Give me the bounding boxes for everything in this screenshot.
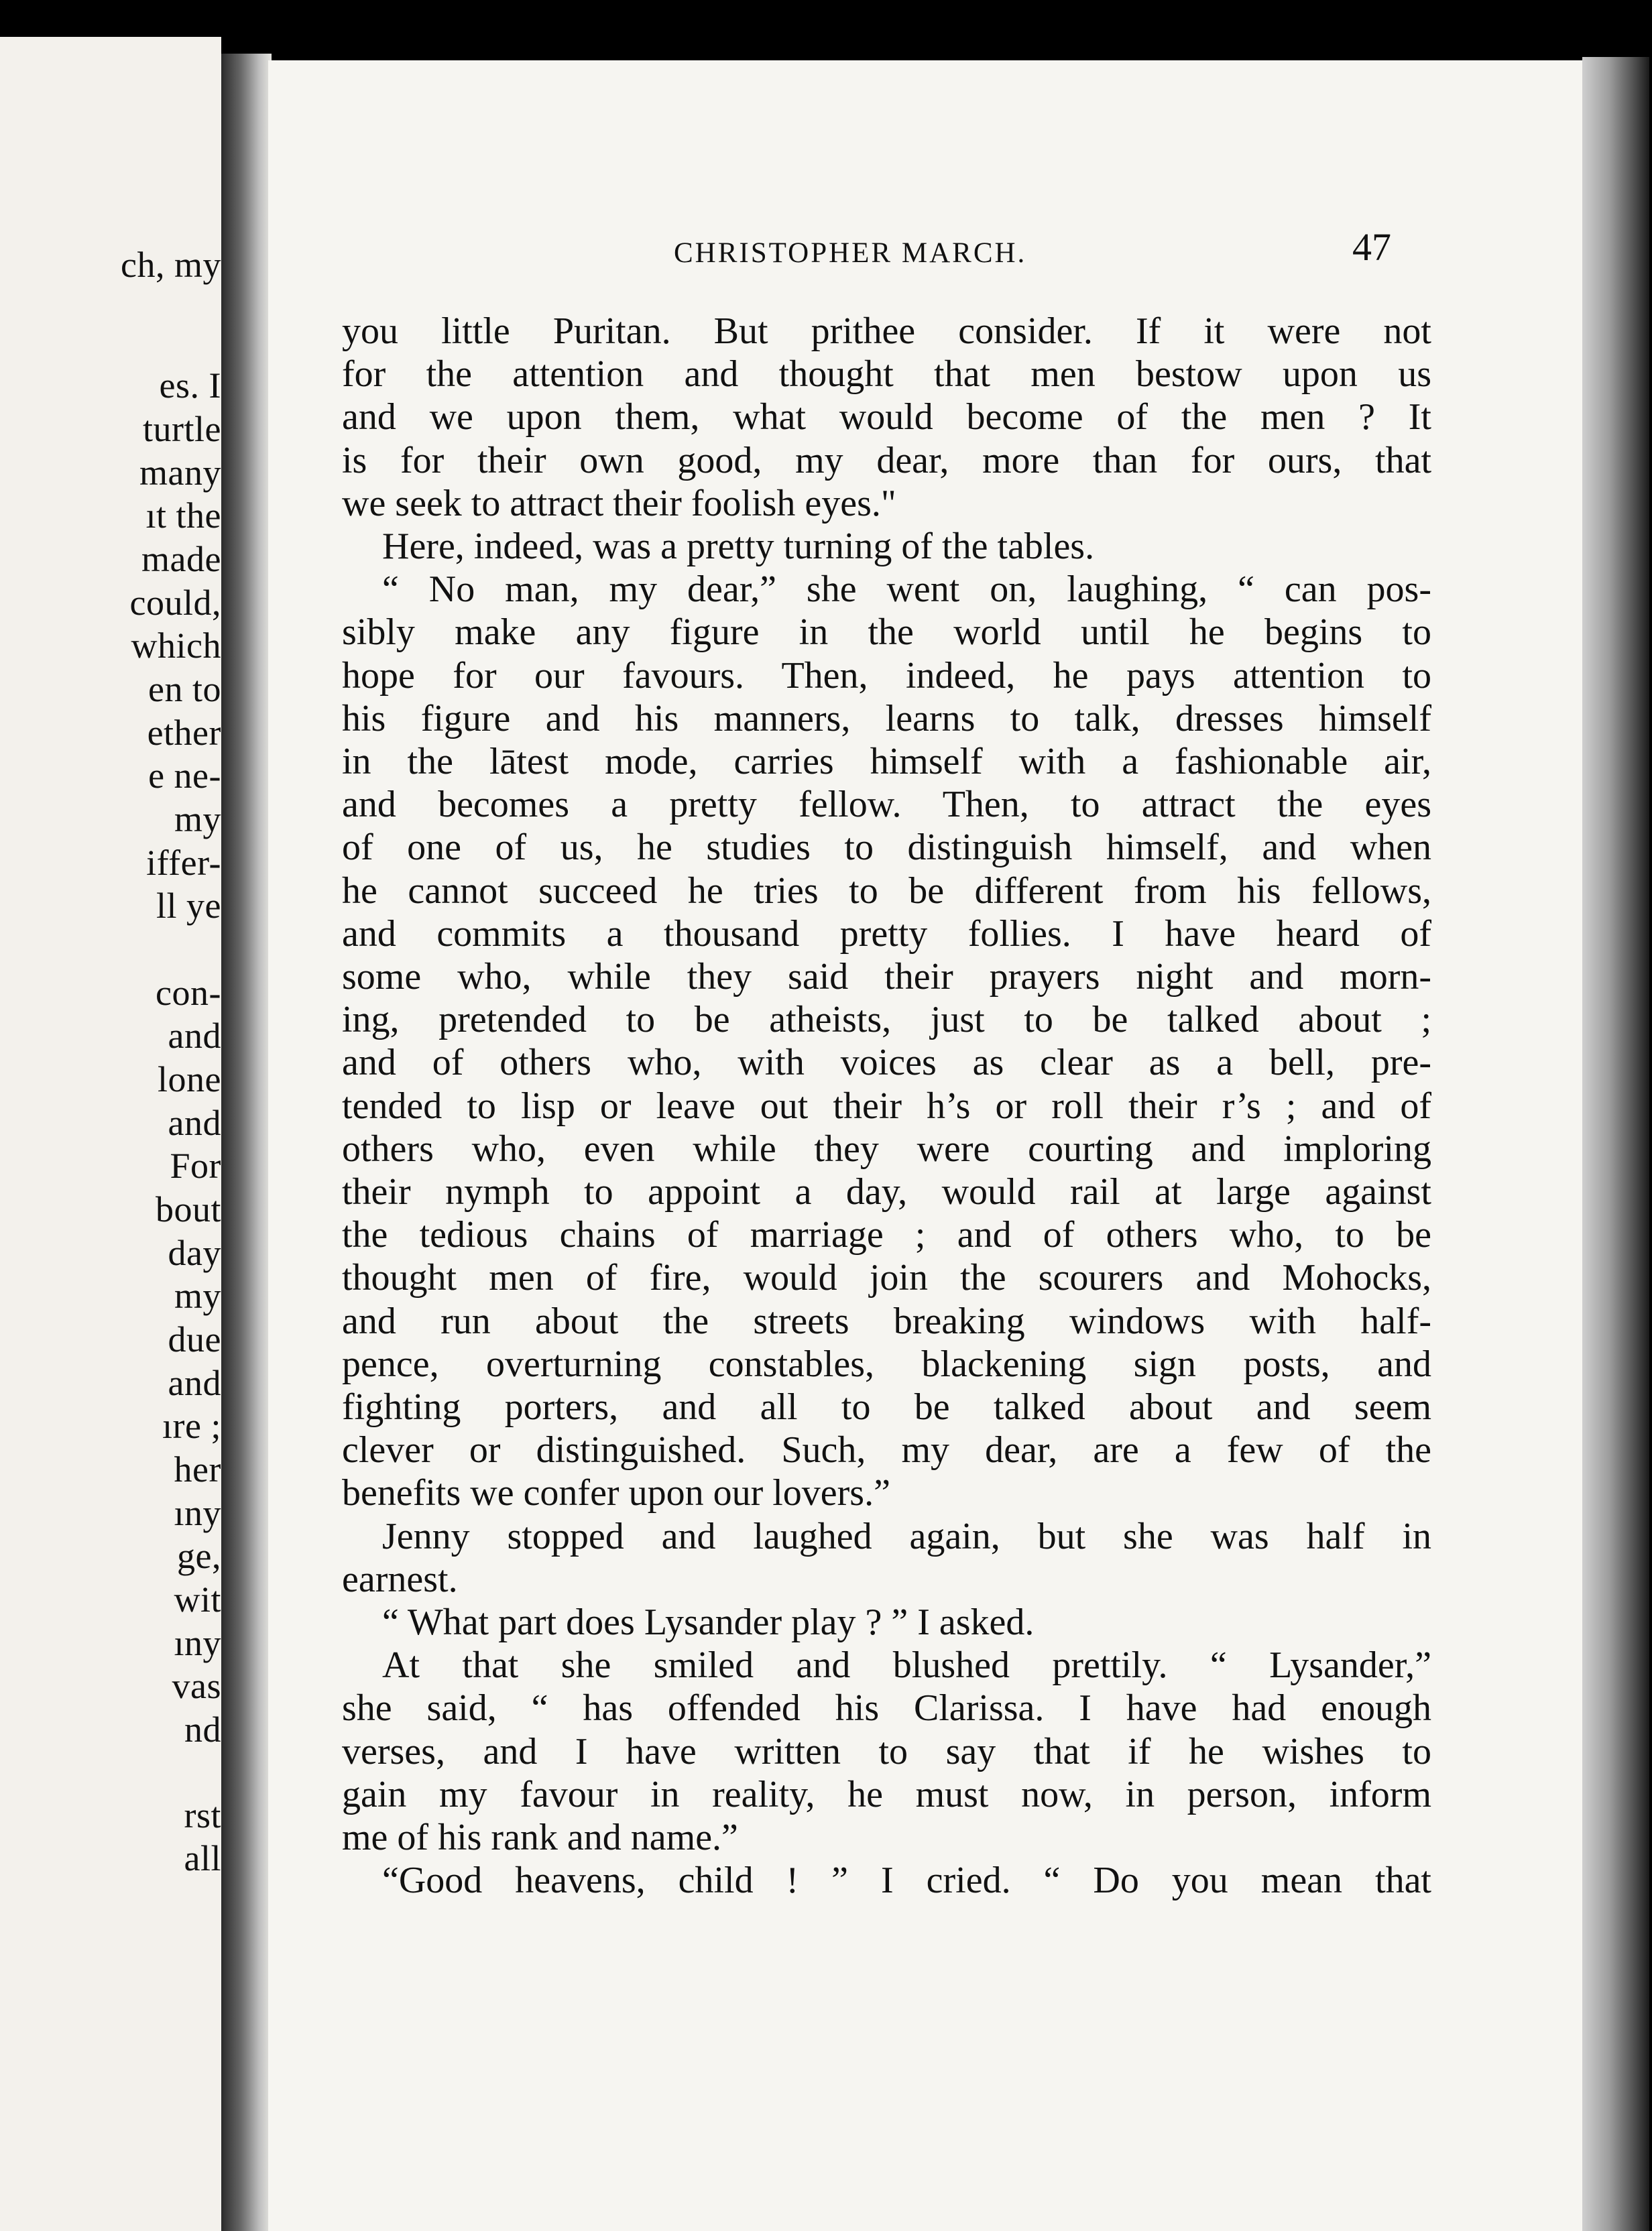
left-page-line: my (174, 799, 221, 839)
body-text-line: others who, even while they were courting and imploring (342, 1128, 1431, 1170)
left-page-line: ıny (174, 1623, 221, 1663)
body-text-line: the tedious chains of marriage ; and of others who, to be (342, 1214, 1431, 1256)
body-text-line: in the lātest mode, carries himself with a fashionable air, (342, 741, 1431, 782)
left-page-line: vas (172, 1666, 221, 1706)
body-text-line: verses, and I have written to say that if he wishes to (342, 1730, 1431, 1772)
body-text-line: ing, pretended to be atheists, just to be talked about ; (342, 999, 1431, 1041)
left-page-line: and (168, 1103, 221, 1143)
left-page-line: ch, my (121, 245, 221, 285)
left-page-line: made (141, 539, 221, 579)
body-text-line: and run about the streets breaking windows with half- (342, 1300, 1431, 1342)
body-text-line: she said, “ has offended his Clarissa. I have had enough (342, 1687, 1431, 1730)
book-gutter-shadow (221, 54, 272, 2231)
body-text-line: their nymph to appoint a day, would rail at large against (342, 1171, 1431, 1213)
left-page-line: ıre ; (162, 1406, 221, 1446)
body-text-line: thought men of fire, would join the scourers and Mohocks, (342, 1257, 1431, 1299)
body-text-line: benefits we confer upon our lovers.” (342, 1472, 890, 1514)
page-number: 47 (1352, 225, 1391, 269)
body-text-line: some who, while they said their prayers night and morn- (342, 956, 1431, 998)
body-text-line: “ What part does Lysander play ? ” I asked. (382, 1602, 1035, 1643)
body-text-line: pence, overturning constables, blackening sign posts, and (342, 1343, 1431, 1385)
left-page-line: ll ye (156, 886, 221, 926)
left-page-line: lone (158, 1059, 221, 1099)
body-text-line: and of others who, with voices as clear as a bell, pre- (342, 1042, 1431, 1084)
left-page-line: ether (147, 713, 221, 753)
left-page-line: and (168, 1363, 221, 1403)
body-text-line: Jenny stopped and laughed again, but she was half in (382, 1515, 1431, 1557)
left-page-line: en to (148, 669, 221, 709)
page-edge-shadow (1582, 57, 1649, 2231)
body-text-line: you little Puritan. But prithee consider. If it were not (342, 310, 1431, 352)
left-page-line: could, (129, 583, 221, 623)
body-text-line: clever or distinguished. Such, my dear, are a few of the (342, 1429, 1431, 1471)
left-page-line: es. I (159, 365, 221, 406)
body-text-line: of one of us, he studies to distinguish himself, and when (342, 827, 1431, 869)
left-page-line: due (168, 1319, 221, 1360)
left-page-line: and (168, 1016, 221, 1056)
left-page-line: For (170, 1146, 221, 1186)
left-page-line: e ne- (148, 756, 221, 796)
body-text-line: gain my favour in reality, he must now, in person, inform (342, 1773, 1431, 1815)
left-page-line: con- (156, 973, 221, 1013)
body-text-line: hope for our favours. Then, indeed, he pays attention to (342, 654, 1431, 697)
left-page-line: day (168, 1233, 221, 1273)
body-text-line: earnest. (342, 1558, 458, 1600)
left-page-line: iffer- (146, 843, 221, 883)
left-page-line: nd (184, 1709, 221, 1750)
body-text-line: tended to lisp or leave out their h’s or roll their r’s ; and of (342, 1085, 1431, 1127)
body-text-line: he cannot succeed he tries to be different from his fellows, (342, 869, 1431, 912)
left-page-line: which (131, 625, 221, 666)
left-page-line: ıt the (145, 495, 221, 536)
left-page-line: bout (155, 1189, 221, 1229)
body-text-line: fighting porters, and all to be talked about and seem (342, 1386, 1431, 1428)
body-text-line: his figure and his manners, learns to talk, dresses himself (342, 697, 1431, 739)
left-page-line: ge, (177, 1536, 221, 1576)
body-text-line: At that she smiled and blushed prettily. “ Lysander,” (382, 1644, 1431, 1687)
left-page-line: all (184, 1838, 221, 1878)
body-text-line: and becomes a pretty fellow. Then, to attract the eyes (342, 784, 1431, 826)
running-title: CHRISTOPHER MARCH. (674, 237, 1027, 269)
body-text-line: sibly make any figure in the world until he begins to (342, 611, 1431, 654)
body-text-line: “Good heavens, child ! ” I cried. “ Do you mean that (382, 1860, 1431, 1902)
left-page-line: rst (184, 1795, 221, 1835)
body-text-line: and we upon them, what would become of the men ? It (342, 396, 1431, 438)
body-text-line: me of his rank and name.” (342, 1817, 738, 1858)
body-text-line: “ No man, my dear,” she went on, laughing, “ can pos- (382, 568, 1431, 611)
body-text-line: is for their own good, my dear, more than for ours, that (342, 439, 1431, 481)
left-page-line: her (174, 1449, 221, 1490)
body-text-line: Here, indeed, was a pretty turning of the tables. (382, 526, 1095, 567)
left-page-fragment (0, 37, 221, 2231)
left-page-line: turtle (143, 409, 221, 449)
body-text-line: we seek to attract their foolish eyes." (342, 482, 896, 524)
left-page-line: wit (174, 1579, 221, 1620)
left-page-line: ıny (174, 1493, 221, 1533)
left-page-line: many (139, 453, 221, 493)
left-page-line: my (174, 1276, 221, 1316)
body-text-line: for the attention and thought that men bestow upon us (342, 353, 1431, 396)
body-text-line: and commits a thousand pretty follies. I have heard of (342, 912, 1431, 955)
